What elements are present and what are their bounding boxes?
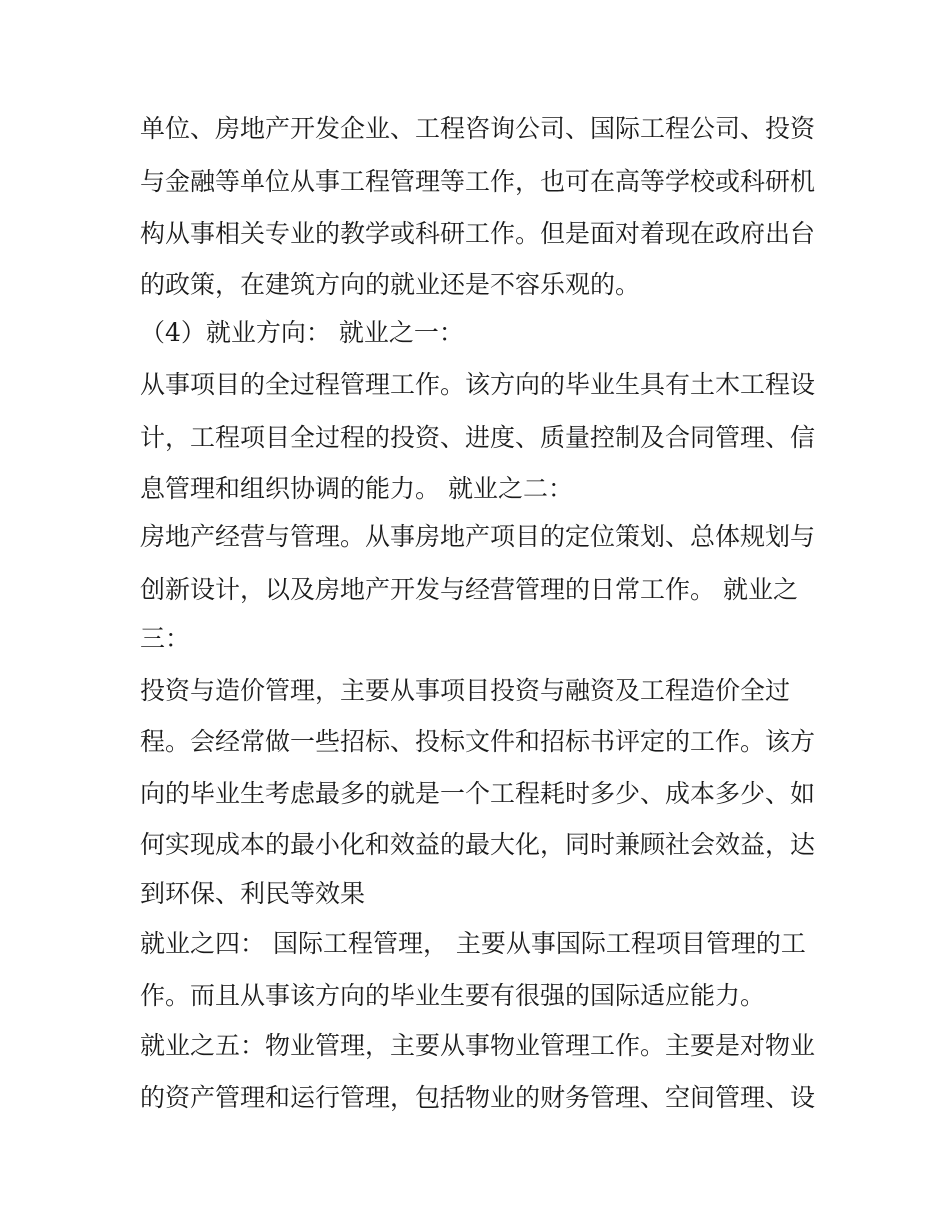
text-line: 构从事相关专业的教学或科研工作。但是面对着现在政府出台 xyxy=(140,219,816,248)
text-line: 到环保、利民等效果 xyxy=(140,879,366,908)
text-line: 息管理和组织协调的能力。 就业之二： xyxy=(140,474,573,503)
text-line: 计，工程项目全过程的投资、进度、质量控制及合同管理、信 xyxy=(140,423,816,452)
text-line: 就业之四： 国际工程管理， 主要从事国际工程项目管理的工 xyxy=(140,929,806,958)
text-line: 就业之五：物业管理，主要从事物业管理工作。主要是对物业 xyxy=(140,1031,816,1060)
text-line: 的政策，在建筑方向的就业还是不容乐观的。 xyxy=(140,270,641,299)
text-line: 何实现成本的最小化和效益的最大化，同时兼顾社会效益，达 xyxy=(140,830,816,859)
text-line: 创新设计，以及房地产开发与经营管理的日常工作。 就业之 xyxy=(140,575,798,604)
text-line: 的资产管理和运行管理，包括物业的财务管理、空间管理、设 xyxy=(140,1083,816,1112)
text-line: 三： xyxy=(140,624,191,653)
text-line: 与金融等单位从事工程管理等工作，也可在高等学校或科研机 xyxy=(140,167,816,196)
text-line: 单位、房地产开发企业、工程咨询公司、国际工程公司、投资 xyxy=(140,114,816,143)
text-line: 房地产经营与管理。从事房地产项目的定位策划、总体规划与 xyxy=(140,522,816,551)
text-line: （4）就业方向： 就业之一： xyxy=(140,318,464,347)
text-line: 程。会经常做一些招标、投标文件和招标书评定的工作。该方 xyxy=(140,727,816,756)
text-line: 从事项目的全过程管理工作。该方向的毕业生具有土木工程设 xyxy=(140,370,816,399)
text-line: 投资与造价管理，主要从事项目投资与融资及工程造价全过 xyxy=(140,676,791,705)
text-line: 向的毕业生考虑最多的就是一个工程耗时多少、成本多少、如 xyxy=(140,779,816,808)
text-line: 作。而且从事该方向的毕业生要有很强的国际适应能力。 xyxy=(140,981,766,1010)
